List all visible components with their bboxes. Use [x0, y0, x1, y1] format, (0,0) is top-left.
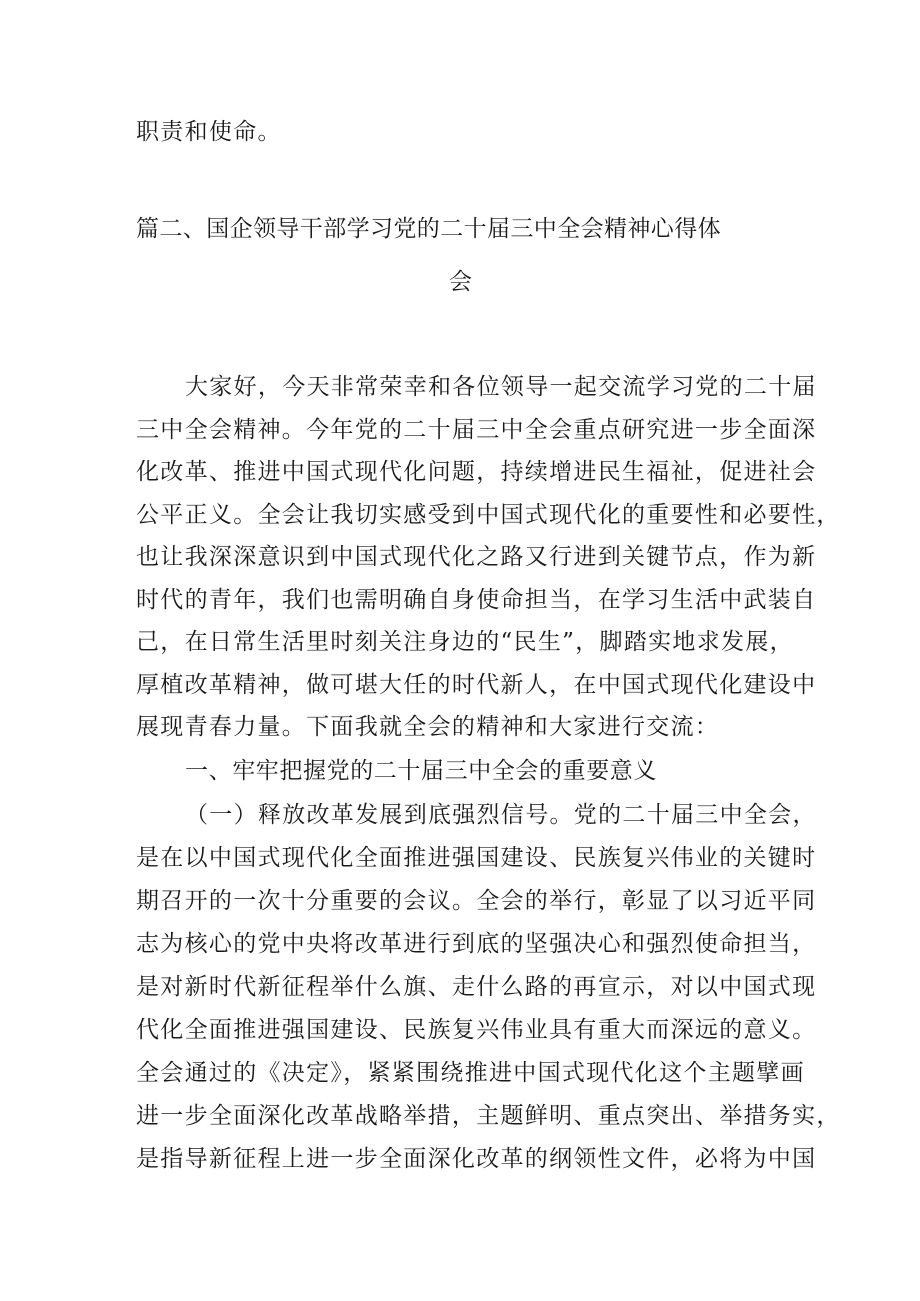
intro-line: 化改革、推进中国式现代化问题，持续增进民生福祉，促进社会 [136, 459, 817, 485]
section-paragraph-line: 志为核心的党中央将改革进行到底的坚强决心和强烈使命担当， [136, 931, 817, 957]
intro-line: 时代的青年，我们也需明确自身使命担当，在学习生活中武装自 [136, 587, 817, 613]
intro-line: 厚植改革精神，做可堪大任的时代新人，在中国式现代化建设中 [136, 672, 817, 698]
intro-line: 展现青春力量。下面我就全会的精神和大家进行交流： [136, 714, 720, 740]
carryover-line: 职责和使命。 [136, 119, 282, 145]
section-paragraph-line: 期召开的一次十分重要的会议。全会的举行，彰显了以习近平同 [136, 888, 817, 914]
section-paragraph-line: （一）释放改革发展到底强烈信号。党的二十届三中全会， [185, 802, 817, 828]
intro-line: 己，在日常生活里时刻关注身边的“民生”，脚踏实地求发展， [136, 629, 794, 655]
section-paragraph-line: 全会通过的《决定》，紧紧围绕推进中国式现代化这个主题擘画 [136, 1060, 805, 1086]
section-paragraph-line: 是指导新征程上进一步全面深化改革的纲领性文件，必将为中国 [136, 1146, 817, 1172]
section-paragraph-line: 进一步全面深化改革战略举措，主题鲜明、重点突出、举措务实， [136, 1103, 841, 1129]
intro-line: 三中全会精神。今年党的二十届三中全会重点研究进一步全面深 [136, 417, 817, 443]
section-paragraph-line: 代化全面推进强国建设、民族复兴伟业具有重大而深远的意义。 [136, 1017, 817, 1043]
intro-line: 公平正义。全会让我切实感受到中国式现代化的重要性和必要性， [136, 502, 841, 528]
section-heading: 一、牢牢把握党的二十届三中全会的重要意义 [185, 758, 657, 784]
intro-line: 大家好，今天非常荣幸和各位领导一起交流学习党的二十届 [185, 374, 817, 400]
article-title-line-1: 篇二、国企领导干部学习党的二十届三中全会精神心得体 [136, 216, 721, 242]
article-title-line-2: 会 [449, 269, 473, 295]
intro-line: 也让我深深意识到中国式现代化之路又行进到关键节点，作为新 [136, 544, 817, 570]
section-paragraph-line: 是在以中国式现代化全面推进强国建设、民族复兴伟业的关键时 [136, 845, 817, 871]
section-paragraph-line: 是对新时代新征程举什么旗、走什么路的再宣示，对以中国式现 [136, 974, 817, 1000]
